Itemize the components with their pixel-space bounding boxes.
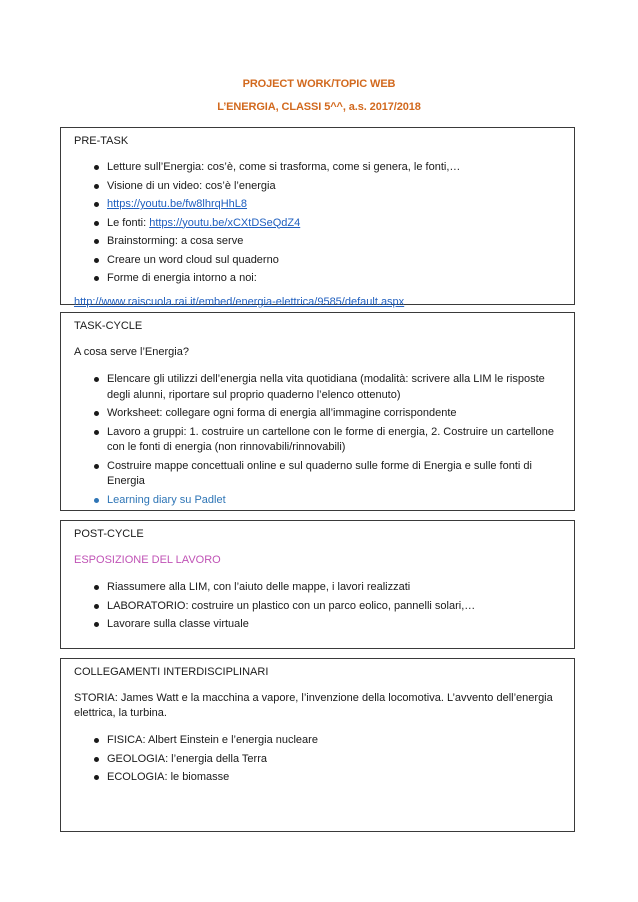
taskcycle-list — [74, 372, 562, 508]
section-question: A cosa serve l’Energia? — [74, 346, 189, 358]
list-item: Brainstorming: a cosa serve — [74, 234, 562, 250]
list-item: Riassumere alla LIM, con l’aiuto delle mappe, i lavori realizzati — [74, 580, 562, 596]
section-heading: POST-CYCLE — [74, 528, 144, 540]
document-subtitle: L’ENERGIA, CLASSI 5^^, a.s. 2017/2018 — [217, 101, 421, 113]
list-item — [74, 197, 562, 213]
document-title: PROJECT WORK/TOPIC WEB — [242, 78, 396, 90]
raiscuola-link-row — [74, 295, 562, 310]
postcycle-section — [60, 520, 575, 649]
list-item: GEOLOGIA: l’energia della Terra — [74, 752, 562, 768]
pretask-list — [74, 160, 562, 287]
section-subheading: ESPOSIZIONE DEL LAVORO — [74, 554, 221, 566]
fonti-video-link[interactable]: https://youtu.be/xCXtDSeQdZ4 — [149, 216, 301, 229]
list-item: Visione di un video: cos’è l’energia — [74, 179, 562, 195]
list-item: Costruire mappe concettuali online e sul quaderno sulle forme di Energia e sulle fonti di Energia — [74, 459, 562, 490]
list-item: Worksheet: collegare ogni forma di energia all’immagine corrispondente — [74, 406, 562, 422]
list-item: Creare un word cloud sul quaderno — [74, 253, 562, 269]
list-item: Lavoro a gruppi: 1. costruire un cartellone con le forme di energia, 2. Costruire un cartellone con le fonti di energia (non rinnovabili/rinnovabili) — [74, 425, 562, 456]
list-item: Elencare gli utilizzi dell’energia nella vita quotidiana (modalità: scrivere alla LIM le risposte degli alunni, riportare sul proprio quaderno l’elenco ottenuto) — [74, 372, 562, 403]
list-item: ECOLOGIA: le biomasse — [74, 770, 562, 786]
list-item: Learning diary su Padlet — [74, 493, 562, 509]
taskcycle-section — [60, 312, 575, 511]
list-item-label: Le fonti: — [107, 216, 150, 229]
postcycle-list — [74, 580, 562, 633]
pretask-section — [60, 127, 575, 308]
list-item: Letture sull’Energia: cos’è, come si trasforma, come si genera, le fonti,… — [74, 160, 562, 176]
list-item: FISICA: Albert Einstein e l’energia nucleare — [74, 733, 562, 749]
raiscuola-link[interactable]: http://www.raiscuola.rai.it/embed/energia-elettrica/9585/default.aspx — [74, 295, 405, 308]
section-heading: TASK-CYCLE — [74, 320, 143, 332]
list-item: LABORATORIO: costruire un plastico con un parco eolico, pannelli solari,… — [74, 599, 562, 615]
collegamenti-section — [60, 658, 575, 832]
section-heading: PRE-TASK — [74, 135, 129, 147]
video-link[interactable]: https://youtu.be/fw8lhrqHhL8 — [107, 198, 248, 210]
storia-paragraph: STORIA: James Watt e la macchina a vapore, l’invenzione della locomotiva. L’avvento dell’energia elettrica, la turbina. — [74, 692, 553, 719]
collegamenti-list — [74, 733, 562, 786]
list-item — [74, 216, 562, 232]
list-item: Forme di energia intorno a noi: — [74, 271, 562, 287]
section-heading: COLLEGAMENTI INTERDISCIPLINARI — [74, 666, 269, 678]
list-item: Lavorare sulla classe virtuale — [74, 617, 562, 633]
